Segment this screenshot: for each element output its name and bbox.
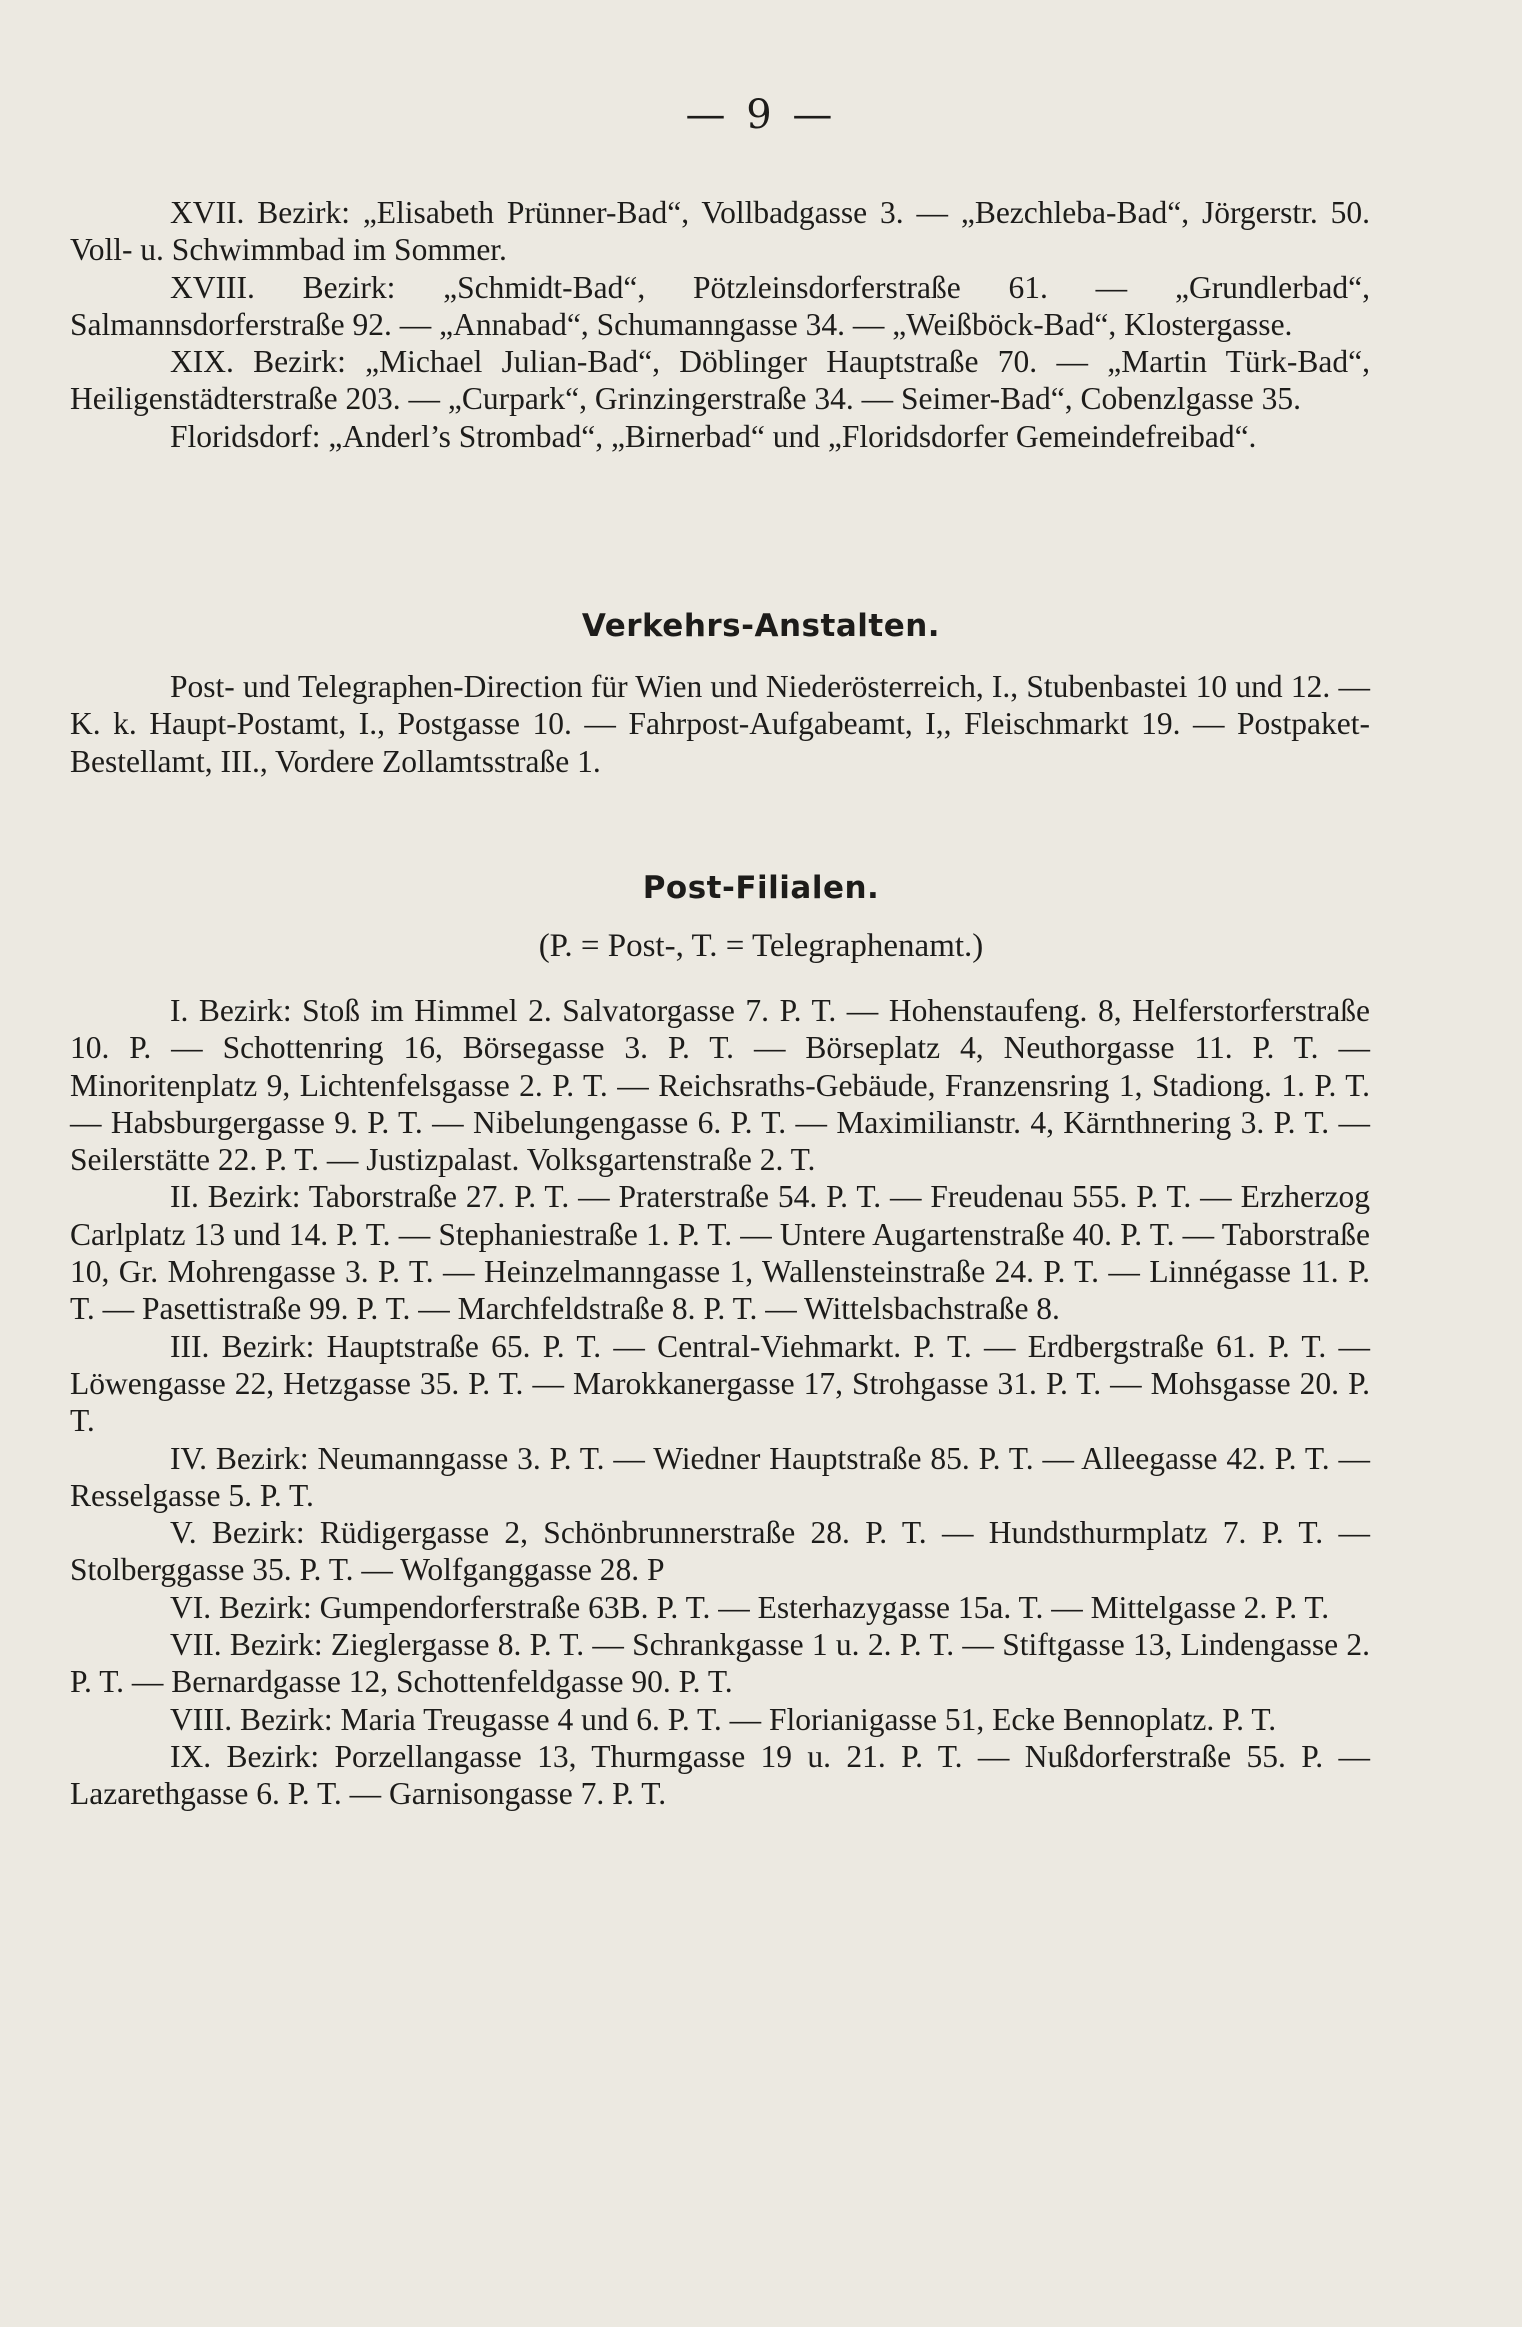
- paragraph-filialen-bezirk-v: V. Bezirk: Rüdigergasse 2, Schönbrunnerstraße 28. P. T. — Hundsthurmplatz 7. P. T. — Stolberggasse 35. P. T. — Wolfganggasse 28. P: [70, 1515, 1370, 1588]
- paragraph-filialen-bezirk-vii: VII. Bezirk: Zieglergasse 8. P. T. — Schrankgasse 1 u. 2. P. T. — Stiftgasse 13, Lindengasse 2. P. T. — Bernardgasse 12, Schottenfeldgasse 90. P. T.: [70, 1627, 1370, 1700]
- paragraph-filialen-bezirk-i: I. Bezirk: Stoß im Himmel 2. Salvatorgasse 7. P. T. — Hohenstaufeng. 8, Helferstorferstraße 10. P. — Schottenring 16, Börsegasse 3. P. T. — Börseplatz 4, Neuthorgasse 11. P. T. — Minoritenplatz 9, Lichtenfelsgasse 2. P. T. — Reichsraths-Gebäude, Franzensring 1, Stadiong. 1. P. T. — Habsburgergasse 9. P. T. — Nibelungengasse 6. P. T. — Maximilianstr. 4, Kärnthnering 3. P. T. — Seilerstätte 22. P. T. — Justizpalast. Volksgartenstraße 2. T.: [70, 993, 1370, 1178]
- heading-verkehrs-anstalten: Verkehrs-Anstalten.: [581, 608, 941, 644]
- paragraph-bezirk-xix: XIX. Bezirk: „Michael Julian-Bad“, Döblinger Hauptstraße 70. — „Martin Türk-Bad“, Heiligenstädterstraße 203. — „Curpark“, Grinzingerstraße 34. — Seimer-Bad“, Cobenzlgasse 35.: [70, 344, 1370, 417]
- filialen-section: [70, 992, 1370, 1813]
- paragraph-filialen-bezirk-ix: IX. Bezirk: Porzellangasse 13, Thurmgasse 19 u. 21. P. T. — Nußdorferstraße 55. P. — Lazarethgasse 6. P. T. — Garnisongasse 7. P. T.: [70, 1738, 1370, 1812]
- paragraph-filialen-bezirk-vi: VI. Bezirk: Gumpendorferstraße 63B. P. T. — Esterhazygasse 15a. T. — Mittelgasse 2. P. T.: [170, 1589, 1330, 1625]
- abbreviation-note: (P. = Post-, T. = Telegraphenamt.): [538, 928, 984, 964]
- page-number: — 9 —: [685, 92, 837, 138]
- paragraph-bezirk-xvii: XVII. Bezirk: „Elisabeth Prünner-Bad“, Vollbadgasse 3. — „Bezchleba-Bad“, Jörgerstr. 50. Voll- u. Schwimmbad im Sommer.: [70, 195, 1370, 268]
- paragraph-post-direction: Post- und Telegraphen-Direction für Wien und Niederösterreich, I., Stubenbastei 10 und 12. — K. k. Haupt-Postamt, I., Postgasse 10. — Fahrpost-Aufgabeamt, I,, Fleischmarkt 19. — Postpaket-Bestellamt, III., Vordere Zollamtsstraße 1.: [70, 669, 1370, 779]
- baeder-section: [70, 194, 1370, 455]
- paragraph-filialen-bezirk-ii: II. Bezirk: Taborstraße 27. P. T. — Praterstraße 54. P. T. — Freudenau 555. P. T. — Erzherzog Carlplatz 13 und 14. P. T. — Stephaniestraße 1. P. T. — Untere Augartenstraße 40. P. T. — Taborstraße 10, Gr. Mohrengasse 3. P. T. — Heinzelmanngasse 1, Wallensteinstraße 24. P. T. — Linnégasse 11. P. T. — Pasettistraße 99. P. T. — Marchfeldstraße 8. P. T. — Wittelsbachstraße 8.: [70, 1179, 1370, 1327]
- verkehr-section: [70, 668, 1370, 780]
- paragraph-filialen-bezirk-iv: IV. Bezirk: Neumanngasse 3. P. T. — Wiedner Hauptstraße 85. P. T. — Alleegasse 42. P. T. — Resselgasse 5. P. T.: [70, 1440, 1370, 1513]
- paragraph-floridsdorf: Floridsdorf: „Anderl’s Strombad“, „Birnerbad“ und „Floridsdorfer Gemeindefreibad“.: [170, 418, 1257, 454]
- heading-post-filialen: Post-Filialen.: [642, 870, 880, 906]
- paragraph-bezirk-xviii: XVIII. Bezirk: „Schmidt-Bad“, Pötzleinsdorferstraße 61. — „Grundlerbad“, Salmannsdorferstraße 92. — „Annabad“, Schumanngasse 34. — „Weißböck-Bad“, Klostergasse.: [70, 269, 1370, 342]
- paragraph-filialen-bezirk-viii: VIII. Bezirk: Maria Treugasse 4 und 6. P. T. — Florianigasse 51, Ecke Bennoplatz. P. T.: [170, 1701, 1277, 1737]
- paragraph-filialen-bezirk-iii: III. Bezirk: Hauptstraße 65. P. T. — Central-Viehmarkt. P. T. — Erdbergstraße 61. P. T. — Löwengasse 22, Hetzgasse 35. P. T. — Marokkanergasse 17, Strohgasse 31. P. T. — Mohsgasse 20. P. T.: [70, 1328, 1370, 1439]
